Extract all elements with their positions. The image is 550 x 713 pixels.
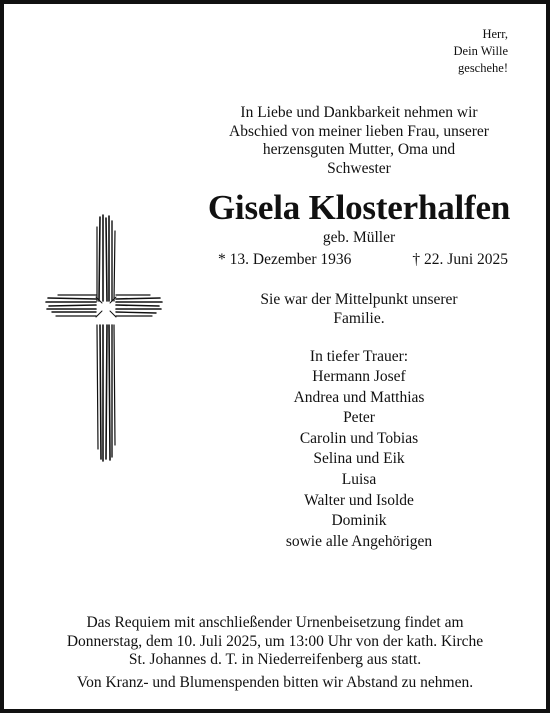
mourner-item: Walter und Isolde <box>304 491 414 509</box>
footer-line: Von Kranz- und Blumenspenden bitten wir Abstand zu nehmen. <box>76 673 474 691</box>
intro-line: Schwester <box>327 159 391 177</box>
life-dates <box>218 250 508 270</box>
mourner-item: Luisa <box>341 470 377 488</box>
footer-line: St. Johannes d. T. in Niederreifenberg aus statt. <box>128 651 422 668</box>
intro-text <box>204 104 514 178</box>
bible-quote <box>418 26 508 77</box>
mourner-item: Carolin und Tobias <box>299 429 419 447</box>
mourners-list <box>204 367 514 552</box>
intro-line: Abschied von meiner lieben Frau, unserer <box>229 122 489 140</box>
quote-line: geschehe! <box>458 61 508 75</box>
intro-line: In Liebe und Dankbarkeit nehmen wir <box>240 104 478 121</box>
quote-line: Herr, <box>482 27 508 41</box>
tribute-statement <box>204 291 514 328</box>
deceased-name: Gisela Klosterhalfen <box>207 188 511 227</box>
birth-name: geb. Müller <box>322 229 396 246</box>
birth-date: * 13. Dezember 1936 <box>218 251 352 268</box>
intro-line: herzensguten Mutter, Oma und <box>262 141 456 158</box>
mourner-item: Peter <box>343 409 375 427</box>
mourner-item: Hermann Josef <box>312 368 406 385</box>
mourner-item: Selina und Eik <box>313 450 405 468</box>
footer-line: Das Requiem mit anschließender Urnenbeisetzung findet am <box>86 614 464 631</box>
statement-line: Sie war der Mittelpunkt unserer <box>260 291 458 308</box>
mourner-item: Andrea und Matthias <box>293 388 425 406</box>
striped-cross-icon <box>44 213 164 463</box>
service-information <box>24 614 526 692</box>
death-date: † 22. Juni 2025 <box>412 251 508 268</box>
quote-line: Dein Wille <box>453 44 508 58</box>
footer-line: Donnerstag, dem 10. Juli 2025, um 13:00 Uhr von der kath. Kirche <box>66 632 484 650</box>
statement-line: Familie. <box>333 309 385 327</box>
mourner-item: sowie alle Angehörigen <box>285 532 433 550</box>
mourner-item: Dominik <box>331 512 387 530</box>
mourners-heading: In tiefer Trauer: <box>309 348 409 365</box>
